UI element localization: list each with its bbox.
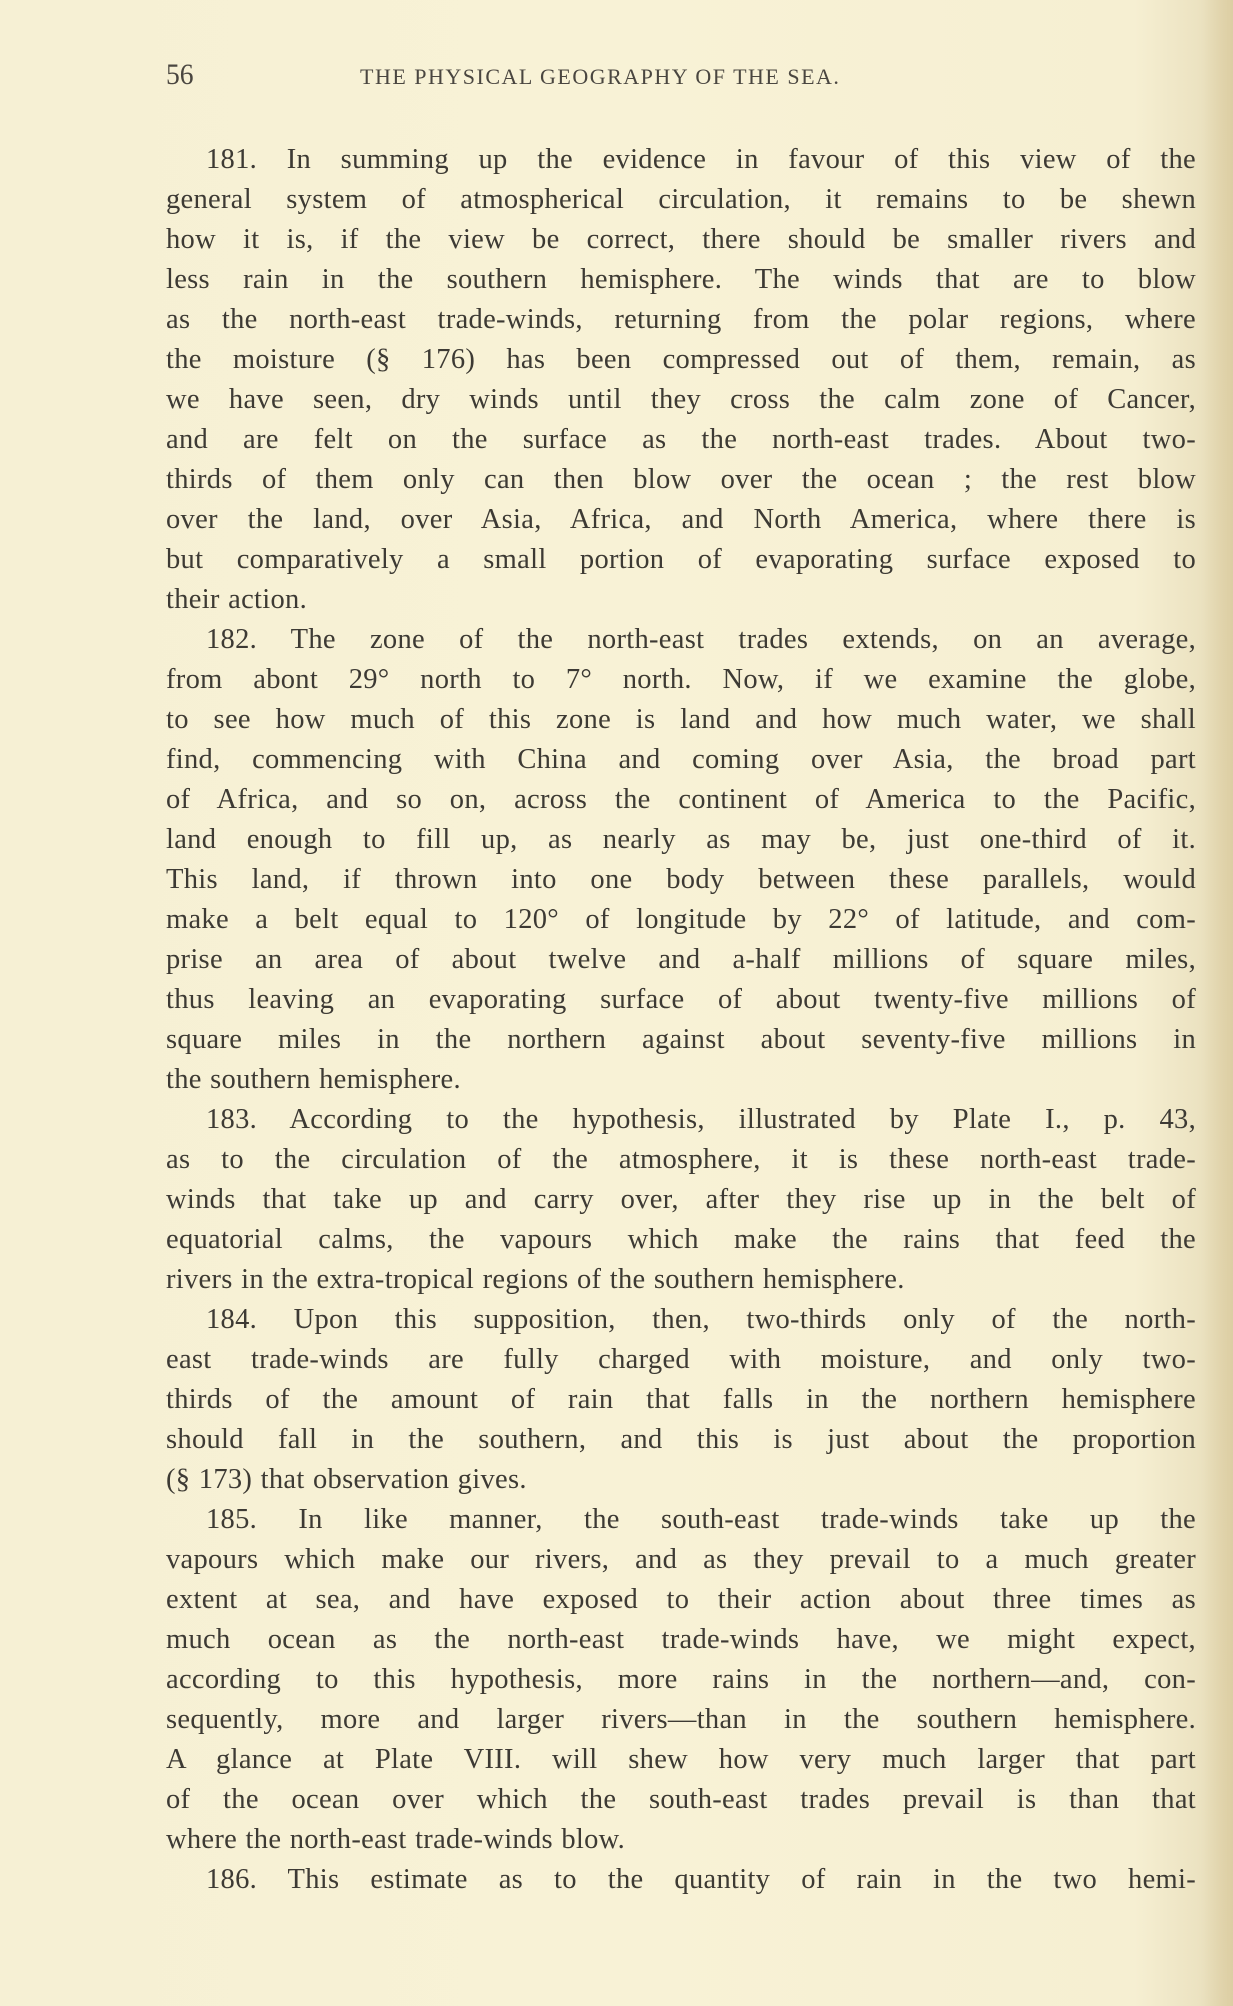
text-line: the moisture (§ 176) has been compressed out of them, remain, as xyxy=(166,344,1196,375)
text-line: thus leaving an evaporating surface of about twenty-five millions of xyxy=(166,984,1196,1015)
text-line: over the land, over Asia, Africa, and North America, where there is xyxy=(166,504,1196,535)
text-line: 183. According to the hypothesis, illustrated by Plate I., p. 43, xyxy=(206,1104,1196,1135)
text-line: but comparatively a small portion of evaporating surface exposed to xyxy=(166,544,1196,575)
paragraph-182 xyxy=(166,620,1196,1100)
text-line: This land, if thrown into one body between these parallels, would xyxy=(166,864,1196,895)
paragraph-184 xyxy=(166,1300,1196,1500)
text-line: as the north-east trade-winds, returning from the polar regions, where xyxy=(166,304,1196,335)
page-number: 56 xyxy=(166,58,194,91)
text-line: prise an area of about twelve and a-half millions of square miles, xyxy=(166,944,1196,975)
text-line: east trade-winds are fully charged with moisture, and only two- xyxy=(166,1344,1196,1375)
text-line: 181. In summing up the evidence in favour of this view of the xyxy=(206,144,1196,175)
text-line: the southern hemisphere. xyxy=(166,1064,461,1095)
text-line: thirds of them only can then blow over the ocean ; the rest blow xyxy=(166,464,1196,495)
text-line: land enough to fill up, as nearly as may be, just one-third of it. xyxy=(166,824,1196,855)
page-edge-shadow xyxy=(1203,0,1233,2006)
text-line: vapours which make our rivers, and as they prevail to a much greater xyxy=(166,1544,1196,1575)
paragraph-186 xyxy=(166,1860,1196,1900)
text-line: their action. xyxy=(166,584,308,615)
text-line: equatorial calms, the vapours which make the rains that feed the xyxy=(166,1224,1196,1255)
text-line: general system of atmospherical circulation, it remains to be shewn xyxy=(166,184,1196,215)
text-line: extent at sea, and have exposed to their action about three times as xyxy=(166,1584,1196,1615)
text-line: 184. Upon this supposition, then, two-thirds only of the north- xyxy=(206,1304,1196,1335)
text-line: much ocean as the north-east trade-winds have, we might expect, xyxy=(166,1624,1196,1655)
text-line: sequently, more and larger rivers—than in the southern hemisphere. xyxy=(166,1704,1196,1735)
text-line: as to the circulation of the atmosphere, it is these north-east trade- xyxy=(166,1144,1196,1175)
text-line: square miles in the northern against about seventy-five millions in xyxy=(166,1024,1196,1055)
body-text xyxy=(166,140,1196,1900)
text-line: A glance at Plate VIII. will shew how very much larger that part xyxy=(166,1744,1196,1775)
text-line: we have seen, dry winds until they cross the calm zone of Cancer, xyxy=(166,384,1196,415)
text-line: to see how much of this zone is land and how much water, we shall xyxy=(166,704,1196,735)
text-line: of Africa, and so on, across the continent of America to the Pacific, xyxy=(166,784,1196,815)
text-line: find, commencing with China and coming over Asia, the broad part xyxy=(166,744,1196,775)
text-line: 186. This estimate as to the quantity of rain in the two hemi- xyxy=(206,1864,1196,1895)
text-line: make a belt equal to 120° of longitude by 22° of latitude, and com- xyxy=(166,904,1196,935)
text-line: where the north-east trade-winds blow. xyxy=(166,1824,626,1855)
paragraph-185 xyxy=(166,1500,1196,1860)
text-line: according to this hypothesis, more rains in the northern—and, con- xyxy=(166,1664,1196,1695)
text-line: of the ocean over which the south-east trades prevail is than that xyxy=(166,1784,1196,1815)
paragraph-183 xyxy=(166,1100,1196,1300)
text-line: less rain in the southern hemisphere. The winds that are to blow xyxy=(166,264,1196,295)
text-line: (§ 173) that observation gives. xyxy=(166,1464,527,1495)
text-line: rivers in the extra-tropical regions of the southern hemisphere. xyxy=(166,1264,905,1295)
text-line: from abont 29° north to 7° north. Now, if we examine the globe, xyxy=(166,664,1196,695)
text-line: how it is, if the view be correct, there should be smaller rivers and xyxy=(166,224,1196,255)
text-line: should fall in the southern, and this is just about the proportion xyxy=(166,1424,1196,1455)
paragraph-181 xyxy=(166,140,1196,620)
page-header xyxy=(166,58,1206,98)
text-line: 182. The zone of the north-east trades extends, on an average, xyxy=(206,624,1196,655)
text-line: thirds of the amount of rain that falls in the northern hemisphere xyxy=(166,1384,1196,1415)
running-head: THE PHYSICAL GEOGRAPHY OF THE SEA. xyxy=(360,64,841,89)
text-line: winds that take up and carry over, after they rise up in the belt of xyxy=(166,1184,1196,1215)
text-line: and are felt on the surface as the north-east trades. About two- xyxy=(166,424,1196,455)
text-line: 185. In like manner, the south-east trade-winds take up the xyxy=(206,1504,1196,1535)
